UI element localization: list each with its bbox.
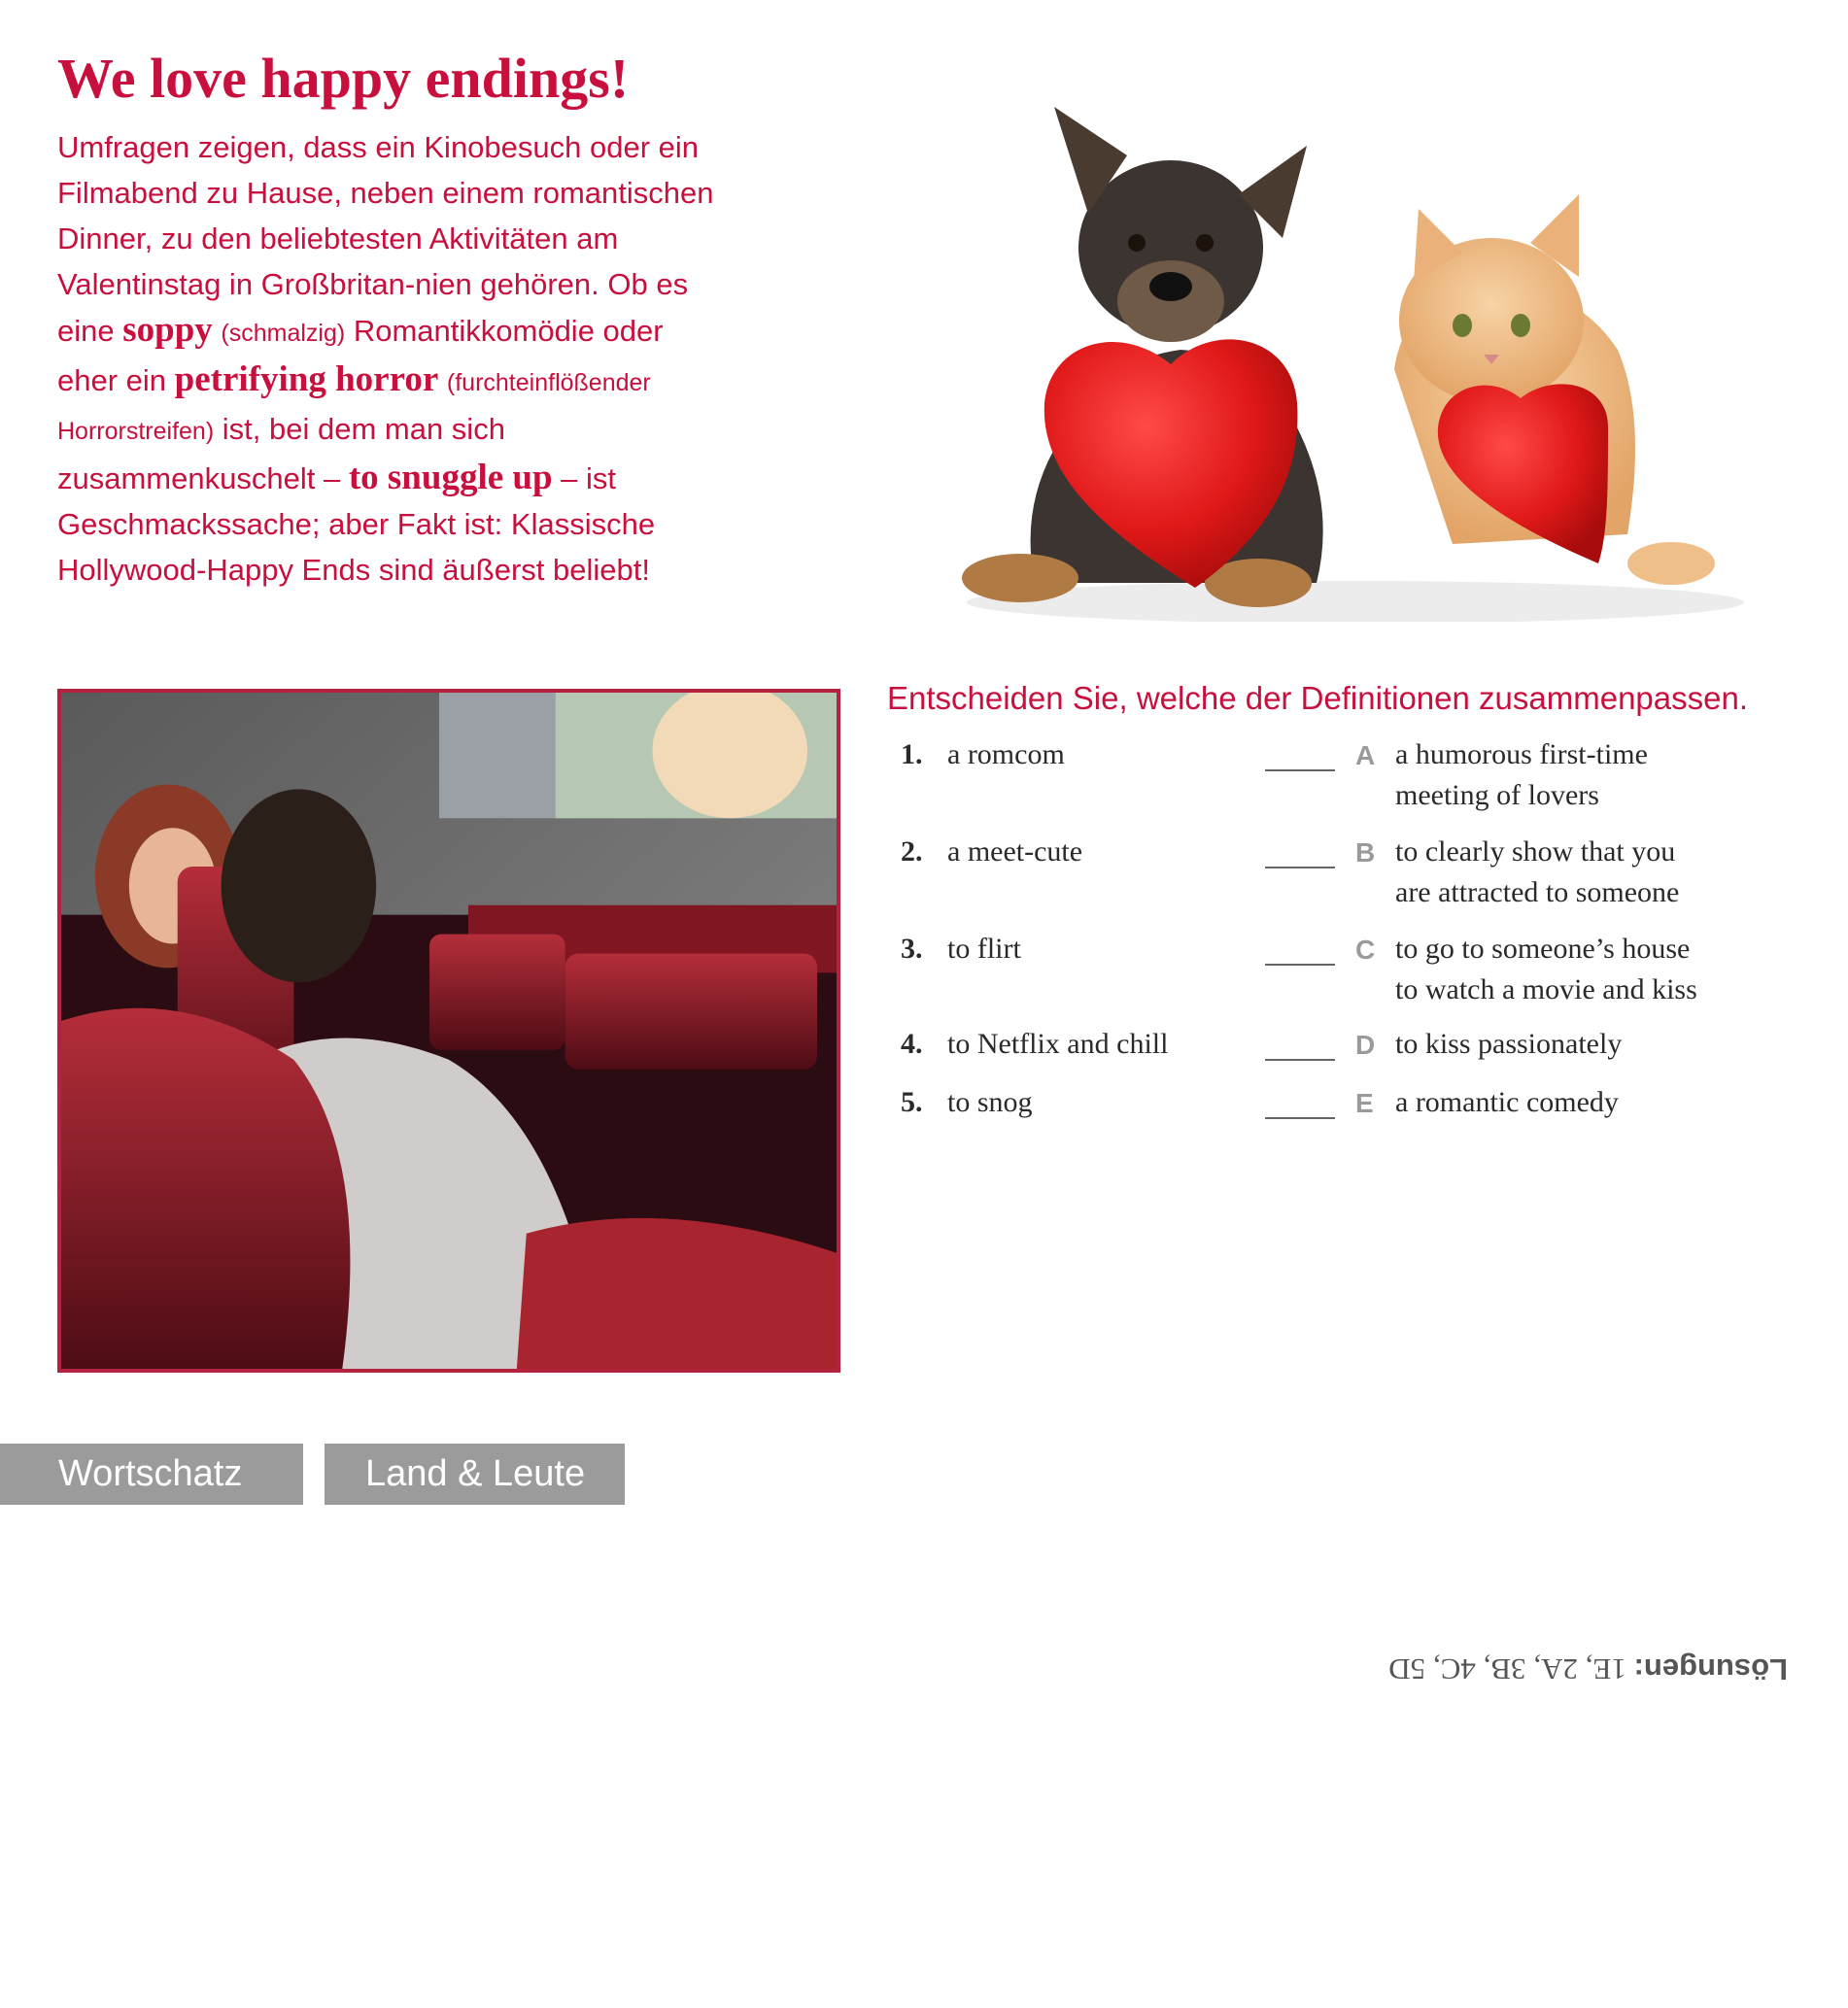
gloss-horror: (furchteinflößender Horrorstreifen) [57, 369, 651, 445]
definition-line: to kiss passionately [1395, 1028, 1623, 1060]
solutions-label: Lösungen: [1633, 1652, 1788, 1686]
definition-letter: A [1355, 740, 1376, 770]
definition-line: a humorous first-time [1395, 738, 1648, 770]
definition-text [1395, 734, 1784, 816]
definition-letter: C [1355, 935, 1376, 965]
definition-letter: D [1355, 1030, 1376, 1060]
page-title: We love happy endings! [57, 47, 630, 110]
keyword-snuggle-up: to snuggle up [348, 458, 553, 497]
answer-blank[interactable] [1265, 1117, 1335, 1119]
definition-line: a romantic comedy [1395, 1086, 1619, 1118]
item-number: 3. [901, 933, 923, 965]
solutions-text: 1E, 2A, 3B, 4C, 5D [1388, 1652, 1634, 1686]
tag-land-leute: Land & Leute [325, 1444, 625, 1505]
definition-line: are attracted to someone [1395, 876, 1680, 908]
solutions-upside-down [1389, 1651, 1788, 1686]
definition-line: meeting of lovers [1395, 779, 1599, 811]
definition-text [1395, 1024, 1784, 1065]
exercise-heading: Entscheiden Sie, welche der Definitionen zusammenpassen. [887, 680, 1749, 716]
definition-text [1395, 832, 1784, 913]
answer-blank[interactable] [1265, 1059, 1335, 1061]
definition-line: to clearly show that you [1395, 835, 1676, 868]
intro-text-4: – ist Geschmackssache; aber Fakt ist: Klassische Hollywood-Happy Ends sind äußerst beliebt! [57, 461, 656, 587]
definition-text [1395, 1082, 1784, 1123]
keyword-petrifying-horror: petrifying horror [174, 359, 439, 399]
intro-text-3: ist, bei dem man sich zusammenkuschelt – [57, 412, 505, 495]
item-number: 5. [901, 1086, 923, 1118]
item-number: 1. [901, 738, 923, 770]
keyword-soppy: soppy [122, 310, 213, 350]
item-term: to Netflix and chill [947, 1028, 1169, 1060]
intro-paragraph [57, 124, 718, 593]
intro-text-1: Umfragen zeigen, dass ein Kinobesuch oder ein Filmabend zu Hause, neben einem romantischen Dinner, zu den beliebtesten Aktivitäten am Valentinstag in Großbritan-nien gehören. Ob es eine [57, 130, 714, 348]
item-number: 2. [901, 835, 923, 868]
cinema-audience-image [57, 689, 840, 1373]
gloss-soppy: (schmalzig) [221, 320, 346, 347]
answer-blank[interactable] [1265, 769, 1335, 771]
intro-text-2: Romantikkomödie oder eher ein [57, 314, 664, 397]
tag-wortschatz: Wortschatz [0, 1444, 303, 1505]
item-term: a meet-cute [947, 835, 1083, 868]
answer-blank[interactable] [1265, 867, 1335, 868]
definition-letter: B [1355, 837, 1376, 868]
answer-blank[interactable] [1265, 964, 1335, 966]
item-term: to flirt [947, 933, 1021, 965]
definition-letter: E [1355, 1088, 1374, 1118]
item-number: 4. [901, 1028, 923, 1060]
definition-line: to go to someone’s house [1395, 933, 1691, 965]
item-term: a romcom [947, 738, 1065, 770]
definition-text [1395, 929, 1784, 1010]
puppy-kitten-hearts-image [947, 78, 1744, 622]
definition-line: to watch a movie and kiss [1395, 973, 1697, 1005]
item-term: to snog [947, 1086, 1033, 1118]
